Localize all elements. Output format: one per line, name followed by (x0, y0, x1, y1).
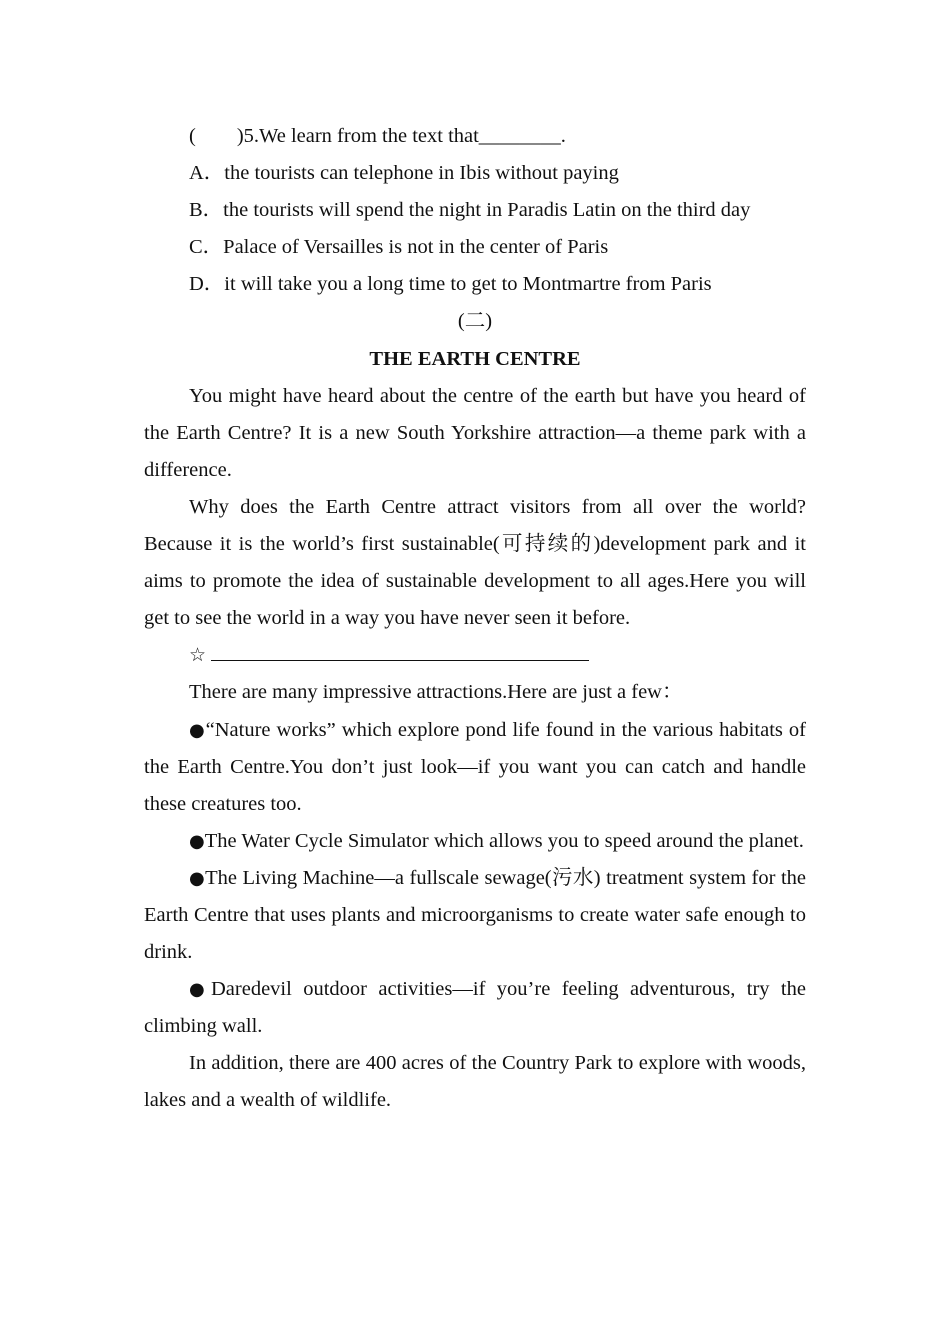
question-5-option-c: C．Palace of Versailles is not in the center of Paris (189, 236, 609, 259)
bullet-text: The Living Machine—a fullscale sewage(污水) treatment system for the Earth Centre that uses plants and microorganisms to create water safe enough to drink. (144, 866, 806, 964)
bullet-icon: ● (189, 867, 206, 889)
passage-title: THE EARTH CENTRE (369, 347, 581, 370)
answer-blank[interactable] (211, 638, 589, 661)
bullet-item (144, 823, 806, 860)
bullet-text: The Water Cycle Simulator which allows you to speed around the planet. (204, 829, 804, 852)
paragraph-3: There are many impressive attractions.Here are just a few： (189, 681, 683, 704)
blank-line-row (144, 637, 806, 674)
star-icon: ☆ (189, 644, 207, 667)
question-5-option-a: A．the tourists can telephone in Ibis without paying (189, 162, 619, 185)
bullet-icon: ● (189, 719, 206, 741)
bullet-text: “Nature works” which explore pond life found in the various habitats of the Earth Centre.You don’t just look—if you want you can catch and handle these creatures too. (144, 718, 806, 815)
bullet-icon: ● (189, 979, 211, 1001)
question-5-option-d: D．it will take you a long time to get to Montmartre from Paris (189, 273, 712, 296)
paragraph-2: Why does the Earth Centre attract visitors from all over the world? Because it is the world’s first sustainable(可持续的)development park and it aims to promote the idea of sustainable development to all ages.Here you will get to see the world in a way you have never seen it before. (144, 495, 806, 630)
question-5-option-b: B．the tourists will spend the night in Paradis Latin on the third day (189, 199, 751, 222)
paragraph-4: In addition, there are 400 acres of the Country Park to explore with woods, lakes and a wealth of wildlife. (144, 1052, 806, 1112)
bullet-text: Daredevil outdoor activities—if you’re feeling adventurous, try the climbing wall. (144, 978, 806, 1038)
paragraph-1: You might have heard about the centre of the earth but have you heard of the Earth Centre? It is a new South Yorkshire attraction—a theme park with a difference. (144, 384, 806, 481)
question-5-stem: ( )5.We learn from the text that________. (189, 125, 566, 147)
section-number: (二) (457, 310, 493, 333)
bullet-item (144, 712, 806, 823)
bullet-item (144, 971, 806, 1045)
bullet-icon: ● (189, 830, 205, 852)
bullet-item (144, 860, 806, 971)
document-page (144, 118, 806, 1120)
